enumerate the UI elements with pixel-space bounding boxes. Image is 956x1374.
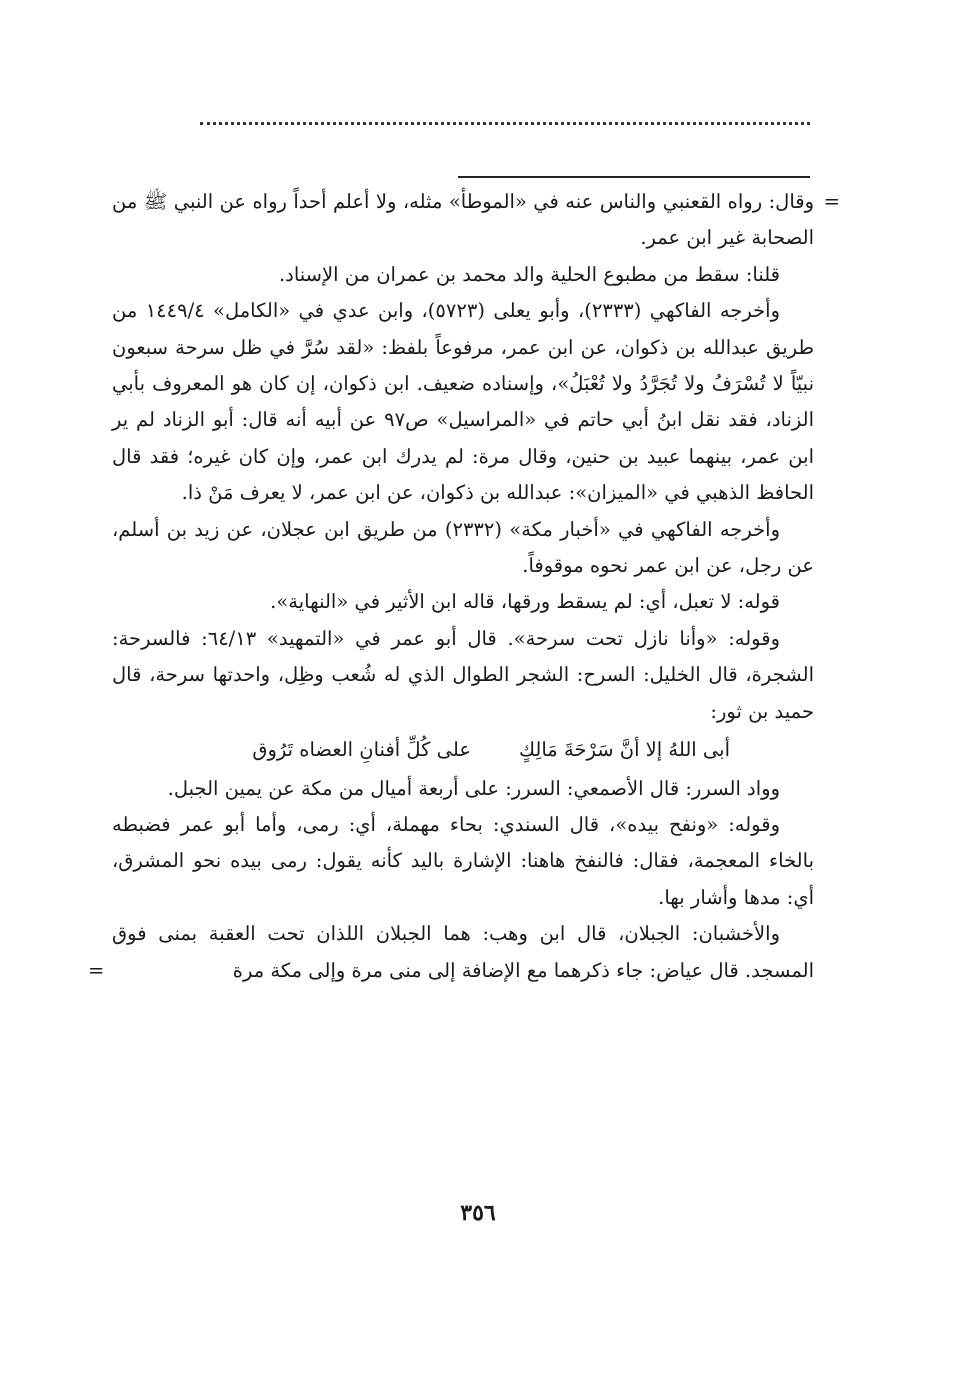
footnote-paragraph: وأخرجه الفاكهي في «أخبار مكة» (٢٣٣٢) من طريق ابن عجلان، عن زيد بن أسلم، عن رجل، عن ابن عمر نحوه موقوفاً. [112,517,814,578]
footnote-rule [458,176,810,178]
paragraph-text: والأخشبان: الجبلان، قال ابن وهب: هما الجبلان اللذان تحت العقبة بمنى فوق المسجد. قال عياض: جاء ذكرهما مع الإضافة إلى منى مرة وإلى مكة مرة [112,922,814,982]
footnote-paragraph: وقوله: «ونفح بيده»، قال السندي: بحاء مهملة، أي: رمى، وأما أبو عمر فضبطه بالخاء المعجمة، فقال: فالنفخ هاهنا: الإشارة باليد كأنه يقول: رمى بيده نحو المشرق، أي: مدها وأشار بها. [112,812,814,909]
poem-verse [112,732,814,768]
poem-hemistich-first: أبى اللهُ إلا أنَّ سَرْحَةَ مَالِكٍ [518,738,730,762]
footnote-paragraph [88,916,814,989]
dotted-separator [200,122,810,125]
footnote-paragraph: وقوله: «وأنا نازل تحت سرحة». قال أبو عمر في «التمهيد» ٦٤/١٣: فالسرحة: الشجرة، قال الخليل: السرح: الشجر الطوال الذي له شُعب وظِل، واحدتها سرحة، قال حميد بن ثور: [112,626,814,723]
footnote-paragraph: قلنا: سقط من مطبوع الحلية والد محمد بن عمران من الإسناد. [278,262,780,286]
footnote-paragraph: قوله: لا تعبل، أي: لم يسقط ورقها، قاله ابن الأثير في «النهاية». [270,590,780,614]
poem-hemistich-second: على كُلِّ أفنانِ العضاه تَرُوق [252,738,471,762]
footnote-body [88,184,840,989]
continuation-mark-start: = [823,190,840,213]
footnote-paragraph: وأخرجه الفاكهي (٢٣٣٣)، وأبو يعلى (٥٧٢٣)، وابن عدي في «الكامل» ١٤٤٩/٤ من طريق عبدالله بن ذكوان، عن ابن عمر، مرفوعاً بلفظ: «لقد سُرَّ في ظل سرحة سبعون نبيّاً لا تُسْرَفُ ولا تُجَرَّدُ ولا تُعْبَلُ»، وإسناده ضعيف. ابن ذكوان، إن كان هو المعروف بأبي الزناد، فقد نقل ابنُ أبي حاتم في «المراسيل» ص٩٧ عن أبيه أنه قال: أبو الزناد لم ير ابن عمر، بينهما عبيد بن حنين، وقال مرة: لم يدرك ابن عمر، وإن كان غيره؛ فقد قال الحافظ الذهبي في «الميزان»: عبدالله بن ذكوان، عن ابن عمر، لا يعرف مَنْ ذا. [112,299,814,505]
continuation-mark-end: = [88,958,105,982]
page-number: ٣٥٦ [460,1200,496,1226]
footnote-paragraph: وواد السرر: قال الأصمعي: السرر: على أربعة أميال من مكة عن يمين الجبل. [167,776,780,800]
paragraph-text: وقال: رواه القعنبي والناس عنه في «الموطأ» مثله، ولا أعلم أحداً رواه عن النبي ﷺ من الصحابة غير ابن عمر. [112,190,814,250]
footnote-paragraph [112,184,840,257]
